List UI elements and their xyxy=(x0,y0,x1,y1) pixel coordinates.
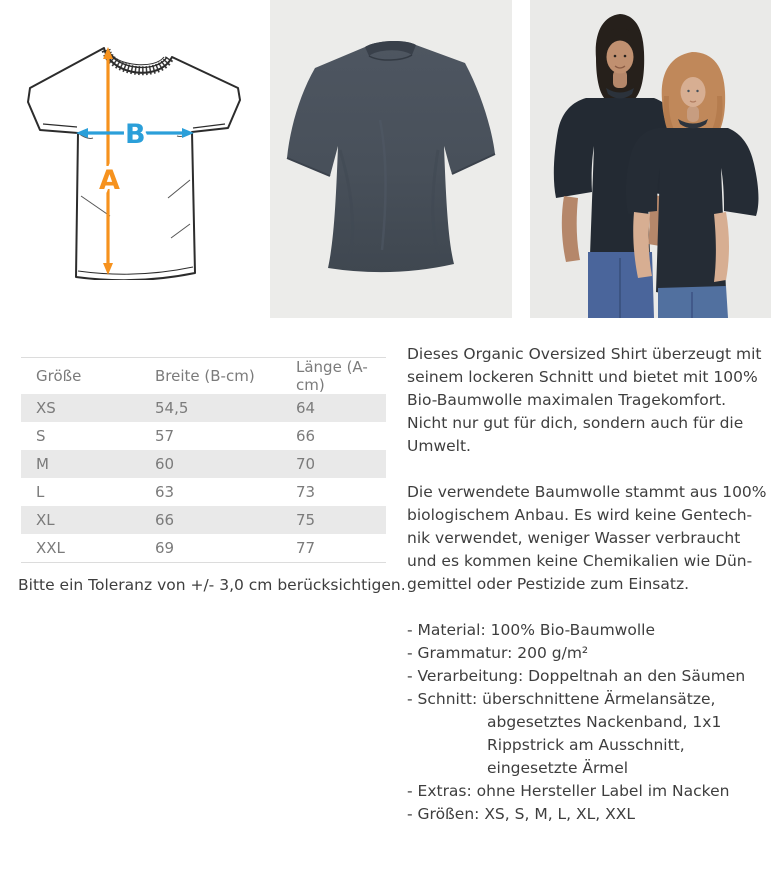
label-b: B xyxy=(125,119,146,150)
table-cell: 77 xyxy=(296,539,316,557)
table-row-s xyxy=(21,422,386,450)
tshirt-outline xyxy=(28,48,240,280)
description-line: gemittel oder Pestizide zum Einsatz. xyxy=(407,575,690,593)
col-header-laenge: Länge (A-cm) xyxy=(296,358,368,394)
size-table xyxy=(21,357,386,563)
table-cell: S xyxy=(36,427,46,445)
table-cell: 57 xyxy=(155,427,175,445)
table-row-l xyxy=(21,478,386,506)
product-photo-models xyxy=(530,0,771,318)
table-cell: 75 xyxy=(296,511,316,529)
label-a: A xyxy=(99,165,120,196)
table-row-m xyxy=(21,450,386,478)
table-cell: 60 xyxy=(155,455,175,473)
table-cell: L xyxy=(36,483,45,501)
table-cell: 73 xyxy=(296,483,316,501)
col-header-breite: Breite (B-cm) xyxy=(155,367,255,385)
spec-item-material: - Material: 100% Bio-Baumwolle xyxy=(407,621,655,639)
description-line: Umwelt. xyxy=(407,437,471,455)
table-cell: XL xyxy=(36,511,55,529)
spec-item-schnitt-cont: abgesetztes Nackenband, 1x1 xyxy=(487,713,722,731)
table-cell: 54,5 xyxy=(155,399,189,417)
spec-item-verarbeitung: - Verarbeitung: Doppeltnah an den Säumen xyxy=(407,667,746,685)
description-paragraph-1 xyxy=(407,343,777,458)
table-row-xs xyxy=(21,394,386,422)
flatlay-shirt-graphic xyxy=(270,0,512,318)
table-cell: 66 xyxy=(296,427,316,445)
product-description xyxy=(407,343,777,826)
table-row-xl xyxy=(21,506,386,534)
size-table-container xyxy=(21,357,386,563)
tshirt-measure-drawing xyxy=(14,28,244,280)
table-cell: 66 xyxy=(155,511,175,529)
table-cell: 64 xyxy=(296,399,316,417)
table-cell: XS xyxy=(36,399,56,417)
description-line: Bio-Baumwolle maximalen Tragekomfort. xyxy=(407,391,727,409)
description-line: nik verwendet, weniger Wasser verbraucht xyxy=(407,529,741,547)
description-line: Nicht nur gut für dich, sondern auch für die xyxy=(407,414,744,432)
description-line: seinem lockeren Schnitt und bietet mit 100% xyxy=(407,368,758,386)
col-header-groesse: Größe xyxy=(36,367,82,385)
description-line: Die verwendete Baumwolle stammt aus 100% xyxy=(407,483,767,501)
woman-neck xyxy=(687,106,699,122)
size-table-header-row xyxy=(21,358,386,395)
product-photo-flatlay xyxy=(270,0,512,318)
table-cell: XXL xyxy=(36,539,65,557)
spec-list xyxy=(407,619,777,826)
spec-item-extras: - Extras: ohne Hersteller Label im Nacken xyxy=(407,782,730,800)
size-diagram-image xyxy=(14,28,244,280)
description-paragraph-2 xyxy=(407,481,777,596)
spec-item-grammatur: - Grammatur: 200 g/m² xyxy=(407,644,589,662)
table-cell: 63 xyxy=(155,483,175,501)
woman-right-forearm xyxy=(714,212,729,282)
spec-item-schnitt-cont: eingesetzte Ärmel xyxy=(487,759,629,777)
table-cell: 69 xyxy=(155,539,175,557)
description-line: und es kommen keine Chemikalien wie Dün- xyxy=(407,552,753,570)
spec-item-groessen: - Größen: XS, S, M, L, XL, XXL xyxy=(407,805,636,823)
spec-item-schnitt-cont: Rippstrick am Ausschnitt, xyxy=(487,736,685,754)
description-line: Dieses Organic Oversized Shirt überzeugt mit xyxy=(407,345,762,363)
table-cell: 70 xyxy=(296,455,316,473)
table-cell: M xyxy=(36,455,49,473)
models-graphic xyxy=(530,0,771,318)
spec-item-schnitt: - Schnitt: überschnittene Ärmelansätze, xyxy=(407,690,716,708)
description-line: biologischem Anbau. Es wird keine Gentech- xyxy=(407,506,753,524)
tolerance-note: Bitte ein Toleranz von +/- 3,0 cm berücksichtigen. xyxy=(18,576,406,594)
table-row-xxl xyxy=(21,534,386,563)
